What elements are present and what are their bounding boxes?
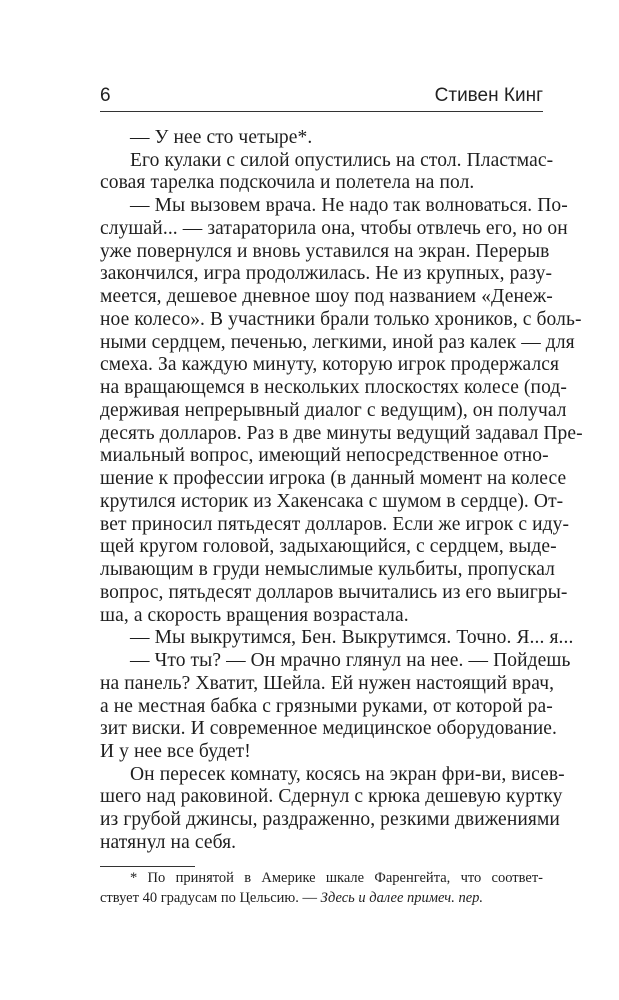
running-title: Стивен Кинг xyxy=(434,85,543,106)
text-line: ша, а скорость вращения возрастала. xyxy=(100,604,409,626)
footnote-line xyxy=(100,888,543,908)
text-line: И у нее все будет! xyxy=(100,740,251,762)
text-line: — Мы выкрутимся, Бен. Выкрутимся. Точно. Я... я... xyxy=(130,627,574,649)
text-line: на вращающемся в нескольких плоскостях колесе (под- xyxy=(100,377,567,399)
footnote-rule xyxy=(100,866,195,867)
text-line: — Мы вызовем врача. Не надо так волноваться. По- xyxy=(130,195,568,217)
text-line: щей кругом головой, задыхающийся, с сердцем, выде- xyxy=(100,536,557,558)
text-line: крутился историк из Хакенсака с шумом в сердце). От- xyxy=(100,490,564,512)
text-line: смеха. За каждую минуту, которую игрок продержался xyxy=(100,354,560,376)
text-line: ными сердцем, печенью, легкими, иной раз калек — для xyxy=(100,331,575,353)
text-line: натянул на себя. xyxy=(100,831,237,853)
text-line: миальный вопрос, имеющий непосредственное отно- xyxy=(100,445,549,467)
text-line: Его кулаки с силой опустились на стол. Пластмас- xyxy=(130,149,554,171)
text-line: совая тарелка подскочила и полетела на пол. xyxy=(100,172,475,194)
page-number: 6 xyxy=(100,85,111,106)
text-line: Он пересек комнату, косясь на экран фри-ви, висев- xyxy=(130,763,565,785)
text-line: на панель? Хватит, Шейла. Ей нужен настоящий врач, xyxy=(100,672,555,694)
text-line: десять долларов. Раз в две минуты ведущий задавал Пре- xyxy=(100,422,583,444)
text-line: — Что ты? — Он мрачно глянул на нее. — Пойдешь xyxy=(130,650,571,672)
text-line: вет приносил пятьдесят долларов. Если же игрок с иду- xyxy=(100,513,570,535)
footnote-line: * По принятой в Америке шкале Фаренгейта, что соответ- xyxy=(130,870,543,886)
footnote-translator-note: Здесь и далее примеч. пер. xyxy=(320,890,484,906)
text-line: из грубой джинсы, раздраженно, резкими движениями xyxy=(100,809,560,831)
text-line: шение к профессии игрока (в данный момент на колесе xyxy=(100,468,567,490)
text-line: вопрос, пятьдесят долларов вычитались из его выигры- xyxy=(100,581,568,603)
text-line: шего над раковиной. Сдернул с крюка дешевую куртку xyxy=(100,786,563,808)
text-line: зит виски. И современное медицинское оборудование. xyxy=(100,718,558,740)
text-line: держивая непрерывный диалог с ведущим), он получал xyxy=(100,399,567,421)
text-line: а не местная бабка с грязными руками, от которой ра- xyxy=(100,695,553,717)
text-line: — У нее сто четыре*. xyxy=(130,127,313,148)
text-line: меется, дешевое дневное шоу под названием «Денеж- xyxy=(100,286,553,308)
text-line: закончился, игра продолжилась. Не из крупных, разу- xyxy=(100,263,553,285)
text-line: ное колесо». В участники брали только хроников, с боль- xyxy=(100,308,582,330)
text-line: уже повернулся и вновь уставился на экран. Перерыв xyxy=(100,240,550,262)
text-line: лывающим в груди немыслимые кульбиты, пропускал xyxy=(100,559,555,581)
header-rule xyxy=(100,111,543,112)
footnote-text: ствует 40 градусам по Цельсию. — xyxy=(100,890,321,906)
text-line: слушай... — затараторила она, чтобы отвлечь его, но он xyxy=(100,217,568,239)
